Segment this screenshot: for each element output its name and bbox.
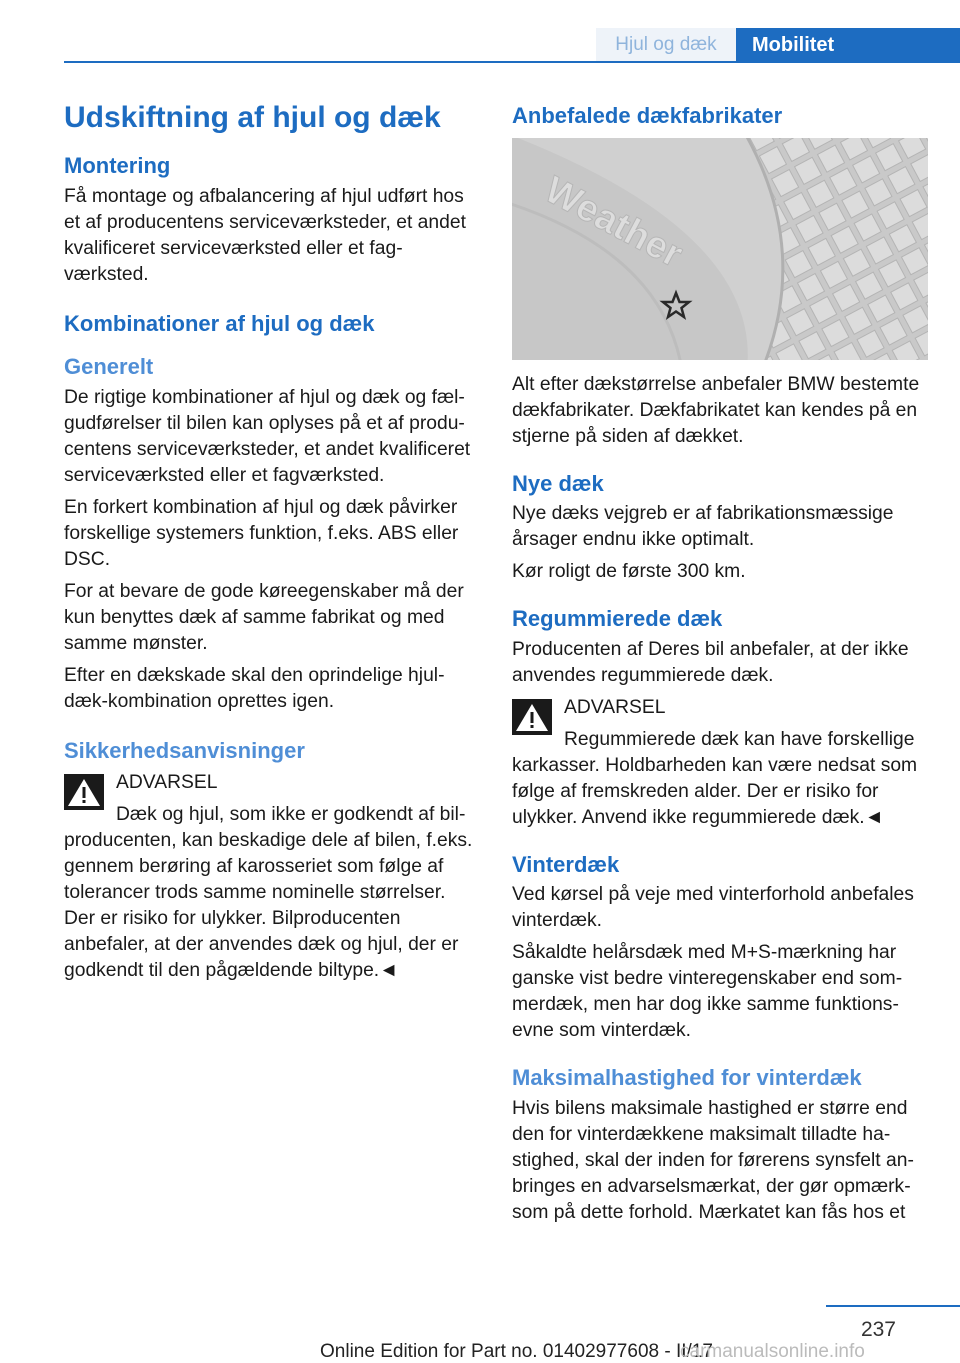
vinterdaek-heading: Vinterdæk [512,851,620,877]
section-tab: Hjul og dæk [596,28,736,62]
kombinationer-heading: Kombinationer af hjul og dæk [64,310,375,336]
tire-image [512,138,928,360]
warning-icon [64,774,104,810]
nye-daek-paragraph-1: Nye dæks vejgreb er af fabrikationsmæssige årsager endnu ikke optimalt. [512,503,894,550]
right-column [512,96,930,1232]
anbefalede-text: Alt efter dækstørrelse anbefaler BMW bestemte dækfabrikater. Dækfabrikatet kan kendes på en stjerne på siden af dækket. [512,373,920,447]
vinterdaek-paragraph-2: Såkaldte helårsdæk med M+S-mærkning har ganske vist bedre vinteregenskaber end sommerdæk, men har dog ikke samme funktionsevne som vinterdæk. [512,942,903,1041]
page-number-rule [826,1305,960,1307]
generelt-paragraph-4: Efter en dækskade skal den oprindelige hjuldæk-kombination oprettes igen. [64,664,445,712]
watermark: carmanualsonline.info [680,1341,865,1362]
warning-title: ADVARSEL [564,696,666,718]
maksimal-heading: Maksimalhastighed for vinterdæk [512,1065,862,1090]
generelt-paragraph-3: For at bevare de gode køreegenskaber må der kun benyttes dæk af samme fabrikat og med samme mønster. [64,580,464,654]
anbefalede-heading: Anbefalede dækfabrikater [512,103,783,128]
chapter-tab: Mobilitet [736,28,960,62]
nye-daek-paragraph-2: Kør roligt de første 300 km. [512,561,746,582]
warning-box-regummierede [512,695,930,831]
header-rule [64,61,960,63]
warning-text: Dæk og hjul, som ikke er godkendt af bilproducenten, kan beskadige dele af bilen, f.eks. gennem berøring af karosseriet som følge af tolerancer trods samme nominelle størrelser. Der er risiko for ulykker. Bilproducenten anbefaler, at der anvendes dæk og hjul, der er godkendt til den pågældende biltype.◄ [64,804,473,981]
vinterdaek-paragraph-1: Ved kørsel på veje med vinterforhold anbefales vinterdæk. [512,884,914,931]
edition-footer: Online Edition for Part no. 01402977608 - II/17 [320,1341,713,1362]
montering-heading: Montering [64,153,171,178]
maksimal-text: Hvis bilens maksimale hastighed er større end den for vinterdækkene maksimalt tilladte hastighed, skal der inden for førerens synsfelt anbringes en advarselsmærkat, der gør opmærksom på dette forhold. Mærkatet kan fås hos et [512,1097,914,1223]
generelt-paragraph-1: De rigtige kombinationer af hjul og dæk og fælgudførelser til bilen kan oplyses på et af producentens serviceværksteder, et andet kvalificeret serviceværksted eller et fagværksted. [64,386,471,486]
warning-text: Regummierede dæk kan have forskellige karkasser. Holdbarheden kan være nedsat som følge af fremskreden alder. Der er risiko for ulykker. Anvend ikke regummierede dæk.◄ [512,728,918,828]
left-column [64,96,476,990]
warning-icon [512,699,552,735]
tire-sidewall-text: Weather [537,168,690,276]
montering-text: Få montage og afbalancering af hjul udført hos et af producentens serviceværksteder, et andet kvalificeret serviceværksted eller et fagværksted. [64,185,466,285]
page-number: 237 [860,1318,896,1341]
header-tabs [596,28,960,62]
sikkerhed-heading: Sikkerhedsanvisninger [64,737,305,763]
warning-box [64,770,476,984]
nye-daek-heading: Nye dæk [512,470,604,496]
regummierede-text: Producenten af Deres bil anbefaler, at der ikke anvendes regummierede dæk. [512,638,909,686]
warning-title: ADVARSEL [116,772,218,793]
generelt-heading: Generelt [64,354,154,379]
generelt-paragraph-2: En forkert kombination af hjul og dæk påvirker forskellige systemers funktion, f.eks. ABS eller DSC. [64,496,459,570]
page-title: Udskiftning af hjul og dæk [64,101,441,134]
regummierede-heading: Regummierede dæk [512,606,723,631]
